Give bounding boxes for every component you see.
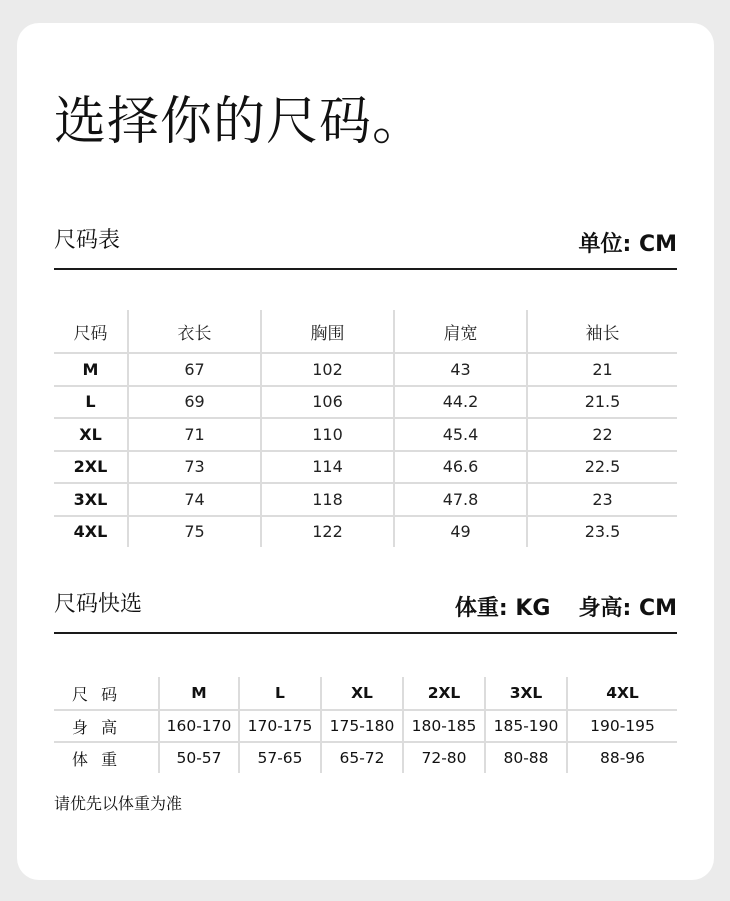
table-cell: M (158, 677, 238, 709)
size-chart-header-row (54, 310, 677, 352)
table-cell: 23.5 (526, 517, 677, 548)
table-cell: 110 (260, 419, 393, 450)
table-cell: 102 (260, 354, 393, 385)
quick-pick-header (54, 590, 677, 634)
table-row (54, 677, 677, 709)
row-label: 体 重 (72, 749, 122, 769)
table-row (54, 417, 677, 450)
table-cell: 67 (127, 354, 260, 385)
table-row (54, 450, 677, 483)
table-cell: 45.4 (393, 419, 526, 450)
table-cell: 3XL (484, 677, 566, 709)
table-cell: 88-96 (566, 743, 677, 773)
table-cell: 2XL (402, 677, 484, 709)
size-label: 3XL (73, 489, 108, 509)
table-cell: 114 (260, 452, 393, 483)
column-header: 胸围 (260, 310, 393, 352)
size-label: M (82, 359, 99, 379)
weight-unit: 体重: KG (454, 596, 551, 621)
table-cell: 73 (127, 452, 260, 483)
table-cell: 75 (127, 517, 260, 548)
table-cell: L (238, 677, 320, 709)
size-chart-heading: 尺码表 (54, 228, 121, 253)
table-cell: 71 (127, 419, 260, 450)
table-cell: 160-170 (158, 711, 238, 741)
table-cell: 170-175 (238, 711, 320, 741)
table-cell: 22 (526, 419, 677, 450)
table-cell: 118 (260, 484, 393, 515)
table-cell: 106 (260, 387, 393, 418)
table-cell: 72-80 (402, 743, 484, 773)
size-chart-unit: 单位: CM (578, 232, 677, 257)
table-cell: 50-57 (158, 743, 238, 773)
size-chart-header (54, 226, 677, 270)
table-cell: 180-185 (402, 711, 484, 741)
table-row (54, 352, 677, 385)
page-title: 选择你的尺码。 (54, 92, 426, 152)
table-row (54, 709, 677, 741)
table-cell: 185-190 (484, 711, 566, 741)
size-label: XL (79, 424, 102, 444)
table-cell: 190-195 (566, 711, 677, 741)
table-cell: 49 (393, 517, 526, 548)
table-row (54, 385, 677, 418)
table-cell: 21.5 (526, 387, 677, 418)
row-label: 尺 码 (72, 684, 122, 704)
table-row (54, 515, 677, 548)
column-header: 袖长 (526, 310, 677, 352)
height-unit: 身高: CM (578, 596, 677, 621)
size-label: L (85, 392, 96, 412)
quick-pick-table (54, 677, 677, 773)
weight-priority-note: 请优先以体重为准 (54, 794, 183, 813)
size-chart-unit-group (579, 232, 678, 258)
size-label: 2XL (73, 457, 108, 477)
column-header: 肩宽 (393, 310, 526, 352)
table-cell: 122 (260, 517, 393, 548)
table-cell: 44.2 (393, 387, 526, 418)
table-cell: 80-88 (484, 743, 566, 773)
table-row (54, 741, 677, 773)
table-cell: 57-65 (238, 743, 320, 773)
size-label: 4XL (73, 522, 108, 542)
size-chart-table (54, 310, 677, 547)
table-cell: 65-72 (320, 743, 402, 773)
row-label: 身 高 (72, 717, 122, 737)
quick-pick-heading: 尺码快选 (54, 592, 143, 617)
table-cell: 46.6 (393, 452, 526, 483)
quick-pick-units (455, 596, 677, 622)
table-cell: 23 (526, 484, 677, 515)
column-header: 衣长 (127, 310, 260, 352)
table-cell: 43 (393, 354, 526, 385)
table-cell: XL (320, 677, 402, 709)
column-header: 尺码 (73, 323, 108, 344)
table-cell: 4XL (566, 677, 677, 709)
table-cell: 175-180 (320, 711, 402, 741)
table-cell: 69 (127, 387, 260, 418)
table-cell: 22.5 (526, 452, 677, 483)
table-cell: 21 (526, 354, 677, 385)
table-cell: 47.8 (393, 484, 526, 515)
table-row (54, 482, 677, 515)
table-cell: 74 (127, 484, 260, 515)
